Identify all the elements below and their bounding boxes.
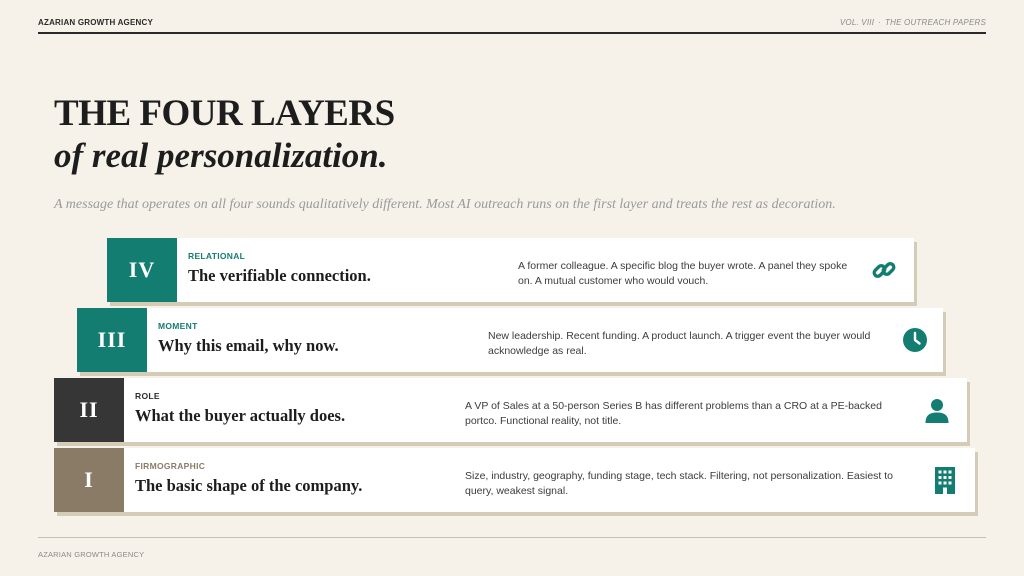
layer-numeral: I <box>54 448 124 512</box>
layer-numeral: II <box>54 378 124 442</box>
page-title-italic: of real personalization. <box>54 136 388 175</box>
page-title: THE FOUR LAYERS <box>54 93 395 134</box>
page-subtitle: A message that operates on all four sounds qualitatively different. Most AI outreach runs on the first layer and treats the rest as decoration. <box>54 197 836 212</box>
layer-firmographic <box>54 448 975 512</box>
layer-kicker: MOMENT <box>158 321 198 331</box>
layer-title: The verifiable connection. <box>188 266 371 285</box>
layer-moment <box>77 308 943 372</box>
footer-divider <box>38 537 986 538</box>
layer-relational <box>107 238 914 302</box>
volume-label <box>840 18 986 27</box>
layer-heading <box>124 378 455 442</box>
volume-number: VOL. VIII <box>839 17 875 27</box>
layer-role <box>54 378 967 442</box>
footer-brand: AZARIAN GROWTH AGENCY <box>38 550 145 559</box>
layer-description: Size, industry, geography, funding stage, tech stack. Filtering, not personalization. Easiest to query, weakest signal. <box>465 470 894 497</box>
series-name: THE OUTREACH PAPERS <box>885 17 986 27</box>
volume-separator: · <box>878 17 881 27</box>
layer-kicker: FIRMOGRAPHIC <box>135 461 206 471</box>
layer-description: New leadership. Recent funding. A product launch. A trigger event the buyer would acknowledge as real. <box>488 330 871 357</box>
link-icon <box>870 256 898 284</box>
layer-description: A VP of Sales at a 50-person Series B has different problems than a CRO at a PE-backed portco. Functional reality, not title. <box>465 400 882 427</box>
layer-numeral: III <box>77 308 147 372</box>
clock-icon <box>901 326 929 354</box>
layer-heading <box>124 448 455 512</box>
layer-title: Why this email, why now. <box>158 336 339 355</box>
layer-description: A former colleague. A specific blog the buyer wrote. A panel they spoke on. A mutual customer who would vouch. <box>518 260 848 287</box>
building-icon <box>931 466 959 494</box>
top-bar <box>38 12 986 34</box>
layer-heading <box>177 238 508 302</box>
brand-name: AZARIAN GROWTH AGENCY <box>38 17 154 27</box>
layer-kicker: RELATIONAL <box>188 251 246 261</box>
layer-numeral: IV <box>107 238 177 302</box>
layer-kicker: ROLE <box>135 391 160 401</box>
layer-title: The basic shape of the company. <box>135 476 363 495</box>
person-icon <box>923 396 951 424</box>
layer-title: What the buyer actually does. <box>135 406 346 425</box>
layer-heading <box>147 308 478 372</box>
